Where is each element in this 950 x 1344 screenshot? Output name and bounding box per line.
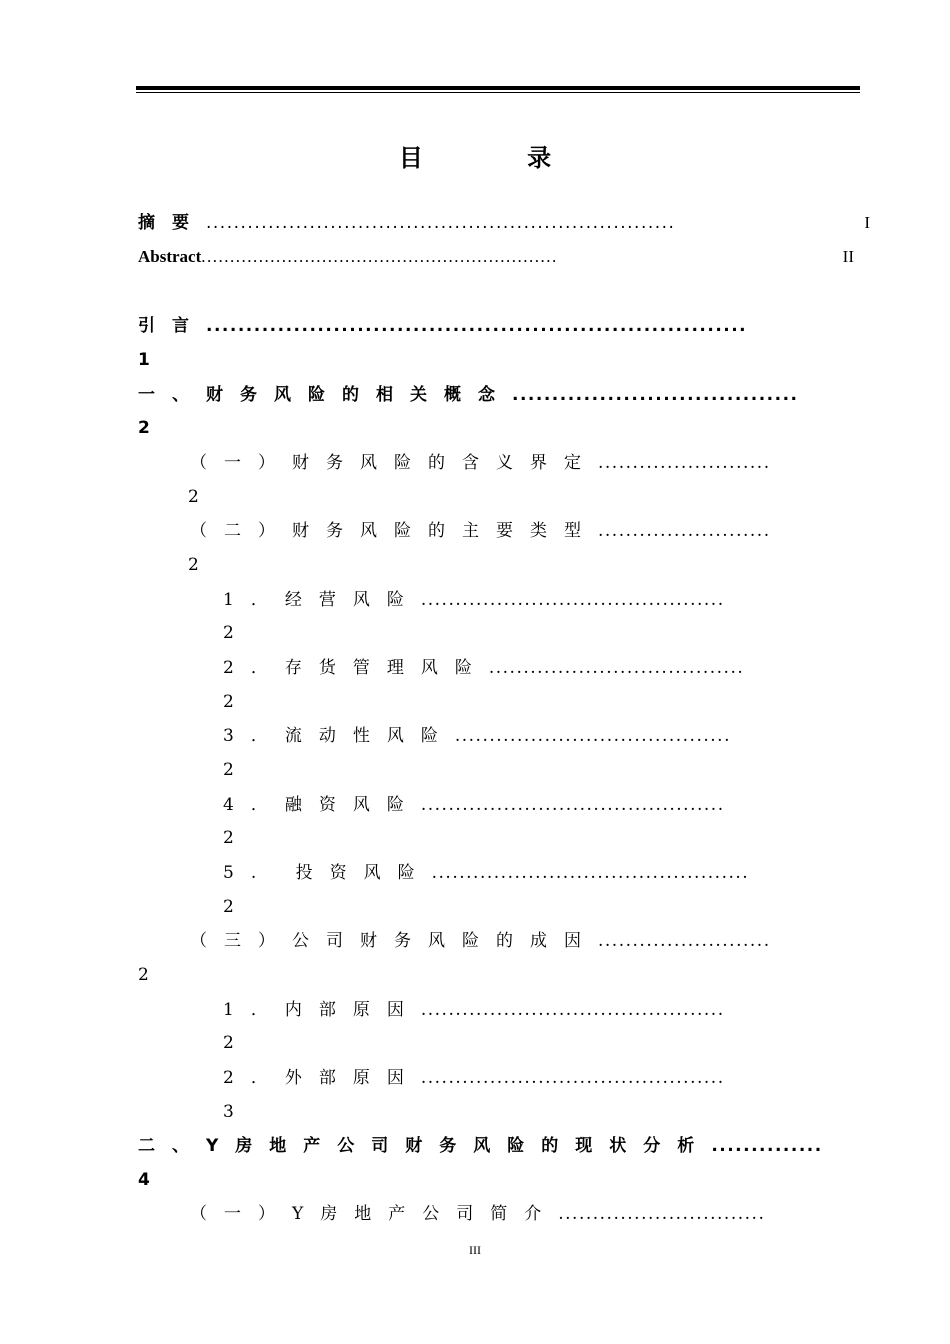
toc-entry-section-2-1[interactable] bbox=[190, 1199, 848, 1229]
toc-entry-text: 2．外部原因 bbox=[223, 1068, 421, 1088]
toc-leader-dots: .............. bbox=[711, 1136, 823, 1156]
toc-leader-dots: .................................................................... bbox=[206, 316, 748, 336]
toc-page-number: 2 bbox=[138, 965, 149, 985]
toc-entry-item-1-3-2[interactable] bbox=[223, 1063, 848, 1093]
toc-entry-text: 二、Y房地产公司财务风险的现状分析 bbox=[138, 1136, 712, 1156]
toc-page-number: 2 bbox=[138, 418, 150, 438]
toc-page-number: 4 bbox=[138, 1170, 150, 1190]
toc-page-number: 2 bbox=[223, 692, 234, 712]
toc-leader-dots: .............................................................. bbox=[201, 247, 558, 266]
toc-entry-text: （一）Y房地产公司简介 bbox=[190, 1204, 559, 1224]
toc-entry-text: 1．内部原因 bbox=[223, 1000, 421, 1020]
toc-entry-section-1-2[interactable] bbox=[190, 516, 848, 546]
toc-page-number: 2 bbox=[223, 760, 234, 780]
toc-entry-text: 3．流动性风险 bbox=[223, 726, 455, 746]
toc-entry-abstract-en[interactable] bbox=[138, 242, 878, 272]
toc-leader-dots: ......................... bbox=[598, 521, 771, 541]
toc-entry-text: （一）财务风险的含义界定 bbox=[190, 453, 598, 473]
toc-leader-dots: ............................................ bbox=[420, 1068, 725, 1088]
toc-entry-text: 一、财务风险的相关概念 bbox=[138, 385, 512, 405]
toc-entry-abstract-cn[interactable] bbox=[138, 208, 878, 238]
toc-entry-text: （二）财务风险的主要类型 bbox=[190, 521, 598, 541]
toc-leader-dots: .............................. bbox=[558, 1204, 766, 1224]
toc-page-number: 2 bbox=[188, 555, 199, 575]
toc-entry-item-1-2-1[interactable] bbox=[223, 585, 848, 615]
toc-entry-section-1-1[interactable] bbox=[190, 448, 848, 478]
toc-page-number: 2 bbox=[223, 828, 234, 848]
toc-entry-item-1-3-1[interactable] bbox=[223, 995, 848, 1025]
toc-page-number: II bbox=[842, 247, 854, 266]
toc-leader-dots: .................................................................... bbox=[206, 213, 676, 233]
toc-leader-dots: ........................................ bbox=[454, 726, 731, 746]
toc-entry-chapter-2[interactable] bbox=[138, 1131, 848, 1161]
toc-entry-item-1-2-5[interactable] bbox=[223, 858, 848, 888]
header-rule-thick bbox=[136, 86, 860, 90]
toc-leader-dots: .............................................. bbox=[431, 863, 750, 883]
toc-entry-text: 2．存货管理风险 bbox=[223, 658, 489, 678]
toc-entry-text: 摘要 bbox=[138, 213, 206, 233]
toc-page-number: 1 bbox=[138, 350, 150, 370]
toc-leader-dots: ......................... bbox=[598, 453, 771, 473]
toc-entry-introduction[interactable] bbox=[138, 311, 848, 341]
toc-entry-text: Abstract bbox=[138, 247, 202, 266]
toc-leader-dots: ............................................ bbox=[420, 795, 725, 815]
toc-page-number: 2 bbox=[223, 1033, 234, 1053]
toc-page-number: 2 bbox=[223, 897, 234, 917]
toc-leader-dots: ............................................ bbox=[420, 1000, 725, 1020]
toc-entry-text: 4．融资风险 bbox=[223, 795, 421, 815]
page-number: III bbox=[469, 1243, 481, 1257]
toc-page-number: I bbox=[864, 213, 870, 232]
toc-entry-item-1-2-2[interactable] bbox=[223, 653, 848, 683]
page-title: 目 录 bbox=[398, 144, 600, 172]
toc-page-number: 3 bbox=[223, 1102, 234, 1122]
toc-entry-text: 1．经营风险 bbox=[223, 590, 421, 610]
toc-leader-dots: .................................... bbox=[512, 385, 799, 405]
header-rule-thin bbox=[136, 92, 860, 93]
toc-leader-dots: ..................................... bbox=[488, 658, 745, 678]
toc-entry-text: 引言 bbox=[138, 316, 206, 336]
toc-entry-chapter-1[interactable] bbox=[138, 380, 848, 410]
toc-entry-item-1-2-3[interactable] bbox=[223, 721, 848, 751]
toc-entry-text: （三）公司财务风险的成因 bbox=[190, 931, 598, 951]
toc-leader-dots: ......................... bbox=[598, 931, 771, 951]
toc-entry-section-1-3[interactable] bbox=[190, 926, 848, 956]
toc-entry-item-1-2-4[interactable] bbox=[223, 790, 848, 820]
toc-page-number: 2 bbox=[188, 487, 199, 507]
toc-entry-text: 5. 投资风险 bbox=[223, 863, 432, 883]
toc-leader-dots: ............................................ bbox=[420, 590, 725, 610]
toc-page-number: 2 bbox=[223, 623, 234, 643]
